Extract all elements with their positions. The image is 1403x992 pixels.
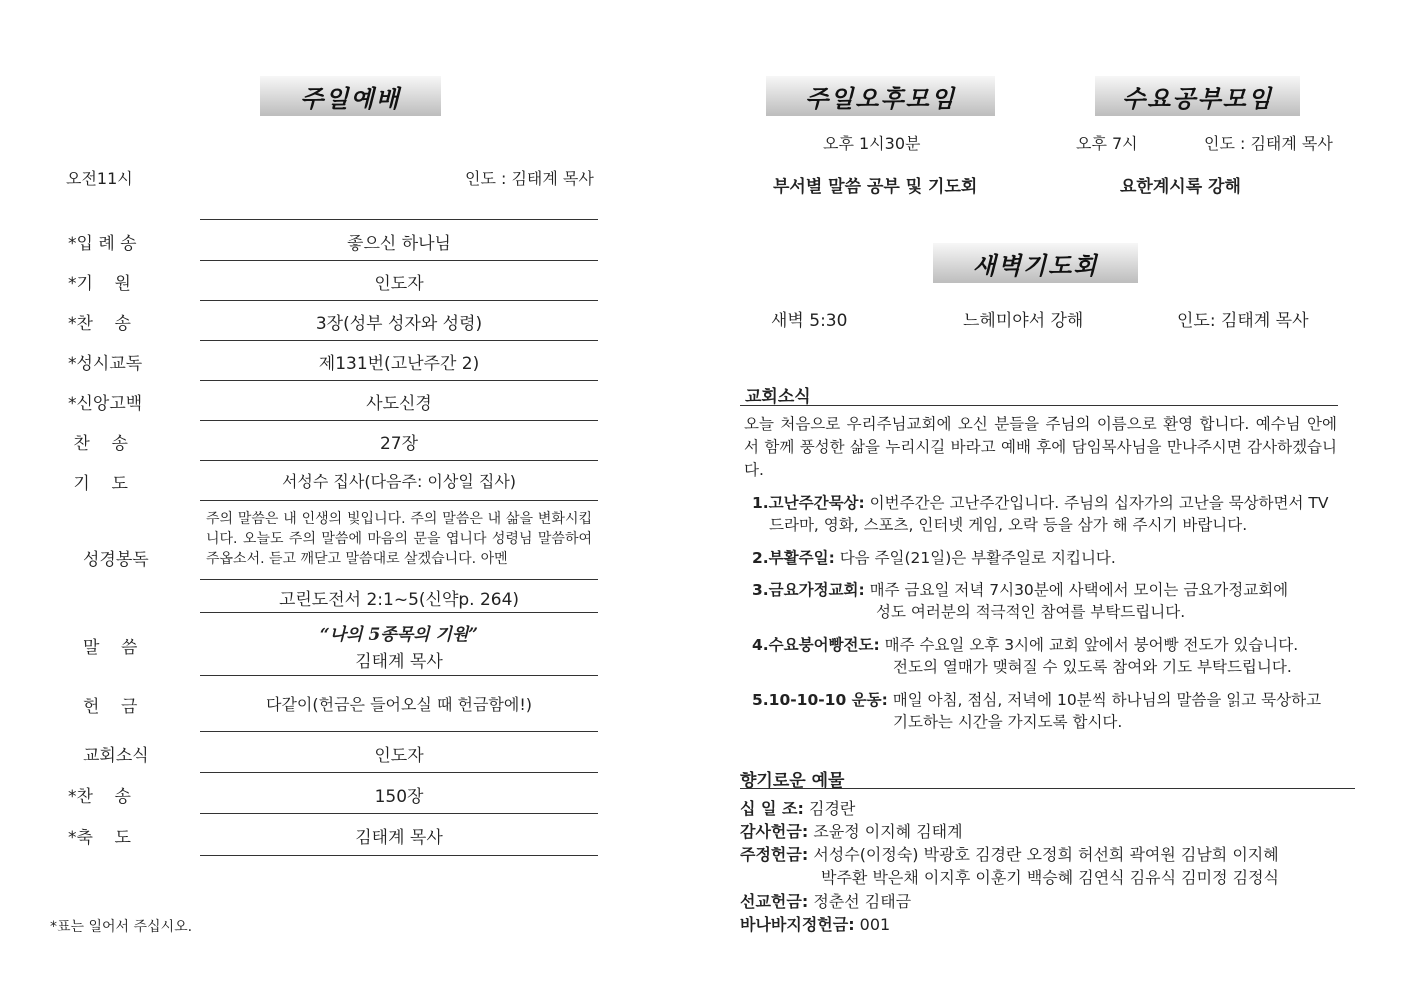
- order-value: 김태계 목사: [355, 828, 443, 848]
- offering-names: 001: [854, 915, 891, 934]
- news-item-text: 매주 금요일 저녁 7시30분에 사택에서 모이는 금요가정교회에: [864, 581, 1289, 599]
- afternoon-banner: 주일오후모임: [766, 76, 995, 116]
- news-item-title: 4.수요붕어빵전도:: [752, 636, 880, 654]
- offering-row: [740, 890, 911, 913]
- table-divider: [200, 612, 598, 613]
- order-value: 150장: [374, 787, 424, 807]
- order-label: 기 도: [68, 474, 128, 494]
- order-value: 3장(성부 성자와 성령): [315, 314, 483, 334]
- order-label: *입 례 송: [68, 234, 137, 254]
- news-item-text: 다음 주일(21일)은 부활주일로 지킵니다.: [834, 549, 1116, 567]
- order-label: *찬 송: [68, 787, 131, 807]
- worship-banner: 주일예배: [260, 76, 441, 116]
- table-divider: [200, 675, 598, 676]
- afternoon-desc: 부서별 말씀 공부 및 기도회: [773, 177, 978, 197]
- table-divider: [200, 420, 598, 421]
- table-divider: [200, 460, 598, 461]
- order-label: *신앙고백: [68, 394, 143, 414]
- order-label: *기 원: [68, 274, 131, 294]
- offering-divider: [740, 788, 1355, 789]
- dawn-desc: 느헤미야서 강해: [963, 311, 1084, 331]
- wednesday-desc: 요한계시록 강해: [1120, 177, 1241, 197]
- offering-label: 바나바지정헌금:: [740, 915, 855, 934]
- table-divider: [200, 260, 598, 261]
- news-item-text-cont: 전도의 열매가 맺혀질 수 있도록 참여와 기도 부탁드립니다.: [893, 658, 1292, 676]
- news-item-title: 2.부활주일:: [752, 549, 835, 567]
- table-divider: [200, 772, 598, 773]
- wednesday-leader: 인도 : 김태계 목사: [1204, 134, 1333, 153]
- order-value: 인도자: [374, 746, 424, 766]
- offering-names-cont: 박주환 박은채 이지후 이훈기 백승혜 김연식 김유식 김미정 김정식: [821, 868, 1280, 887]
- order-value: 다같이(헌금은 들어오실 때 헌금함에!): [266, 695, 532, 714]
- dawn-time: 새벽 5:30: [771, 311, 848, 331]
- order-label: 찬 송: [68, 434, 128, 454]
- table-divider: [200, 855, 598, 856]
- table-divider: [200, 813, 598, 814]
- news-item: [752, 492, 1342, 536]
- order-value: 27장: [379, 434, 419, 454]
- offering-row: [740, 843, 1279, 889]
- scripture-prayer: 주의 말씀은 내 인생의 빛입니다. 주의 말씀은 내 삶을 변화시킵니다. 오늘도 주의 말씀에 마음의 문을 엽니다 성령님 말씀하여 주옵소서. 듣고 깨닫고 말씀대로 살겠습니다. 아멘: [206, 511, 592, 567]
- order-label: 헌 금: [83, 697, 138, 717]
- offering-row: [740, 913, 890, 936]
- table-divider: [200, 340, 598, 341]
- worship-leader: 인도 : 김태계 목사: [465, 169, 594, 188]
- dawn-leader: 인도: 김태계 목사: [1177, 311, 1309, 331]
- offering-row: [740, 797, 855, 820]
- table-divider: [200, 731, 598, 732]
- offering-names: 정춘선 김태금: [808, 892, 912, 911]
- news-item: [752, 547, 1342, 569]
- offering-label: 십 일 조:: [740, 799, 804, 818]
- news-item-title: 1.고난주간묵상:: [752, 494, 865, 512]
- offering-names: 김경란: [803, 799, 856, 818]
- scripture-passage: 고린도전서 2:1~5(신약p. 264): [278, 590, 520, 610]
- offering-names: 서성수(이정숙) 박광호 김경란 오정희 허선희 곽여원 김남희 이지혜: [808, 845, 1279, 864]
- news-item: [752, 634, 1342, 678]
- order-label: *축 도: [68, 828, 131, 848]
- scripture-label: 성경봉독: [83, 550, 149, 570]
- news-divider: [740, 405, 1338, 406]
- table-divider: [200, 380, 598, 381]
- order-label: 교회소식: [83, 746, 149, 766]
- news-item-title: 5.10-10-10 운동:: [752, 691, 888, 709]
- standing-footnote: *표는 일어서 주십시오.: [50, 919, 193, 935]
- news-item: [752, 579, 1342, 623]
- offering-label: 선교헌금:: [740, 892, 809, 911]
- order-label: *성시교독: [68, 354, 143, 374]
- order-value: 서성수 집사(다음주: 이상일 집사): [281, 472, 517, 491]
- sermon-preacher: 김태계 목사: [355, 652, 443, 672]
- offering-names: 조윤정 이지혜 김태계: [808, 822, 963, 841]
- table-divider: [200, 219, 598, 220]
- offering-row: [740, 820, 963, 843]
- sermon-title: “나의 5종목의 기원”: [319, 625, 479, 645]
- order-value: 제131번(고난주간 2): [318, 354, 480, 374]
- order-value: 인도자: [374, 274, 424, 294]
- news-item: [752, 689, 1342, 733]
- news-item-text: 매일 아침, 점심, 저녁에 10분씩 하나님의 말씀을 읽고 묵상하고: [887, 691, 1322, 709]
- order-value: 좋으신 하나님: [347, 234, 451, 254]
- worship-time: 오전11시: [66, 169, 133, 188]
- news-intro: 오늘 처음으로 우리주님교회에 오신 분들을 주님의 이름으로 환영 합니다. 예수님 안에서 함께 풍성한 삶을 누리시길 바라고 예배 후에 담임목사님을 만나주시면 감사하겠습니다.: [744, 415, 1337, 479]
- news-item-text-cont: 기도하는 시간을 가지도록 합시다.: [893, 713, 1123, 731]
- table-divider: [200, 300, 598, 301]
- news-item-text-cont: 성도 여러분의 적극적인 참여를 부탁드립니다.: [876, 603, 1186, 621]
- offering-label: 주정헌금:: [740, 845, 809, 864]
- order-value: 사도신경: [366, 394, 432, 414]
- news-item-text: 이번주간은 고난주간입니다. 주님의 십자가의 고난을 묵상하면서 TV: [864, 494, 1329, 512]
- offering-heading: 향기로운 예물: [740, 771, 845, 791]
- sermon-label: 말 씀: [83, 638, 138, 658]
- wednesday-banner: 수요공부모임: [1095, 76, 1300, 116]
- news-item-text: 매주 수요일 오후 3시에 교회 앞에서 붕어빵 전도가 있습니다.: [879, 636, 1299, 654]
- afternoon-time: 오후 1시30분: [823, 134, 921, 153]
- dawn-banner: 새벽기도회: [933, 243, 1138, 283]
- table-divider: [200, 579, 598, 580]
- table-divider: [200, 500, 598, 501]
- wednesday-time: 오후 7시: [1076, 134, 1138, 153]
- order-label: *찬 송: [68, 314, 131, 334]
- offering-label: 감사헌금:: [740, 822, 809, 841]
- news-item-title: 3.금요가정교회:: [752, 581, 865, 599]
- news-item-text-cont: 드라마, 영화, 스포츠, 인터넷 게임, 오락 등을 삼가 해 주시기 바랍니다.: [769, 516, 1248, 534]
- news-heading: 교회소식: [745, 387, 811, 407]
